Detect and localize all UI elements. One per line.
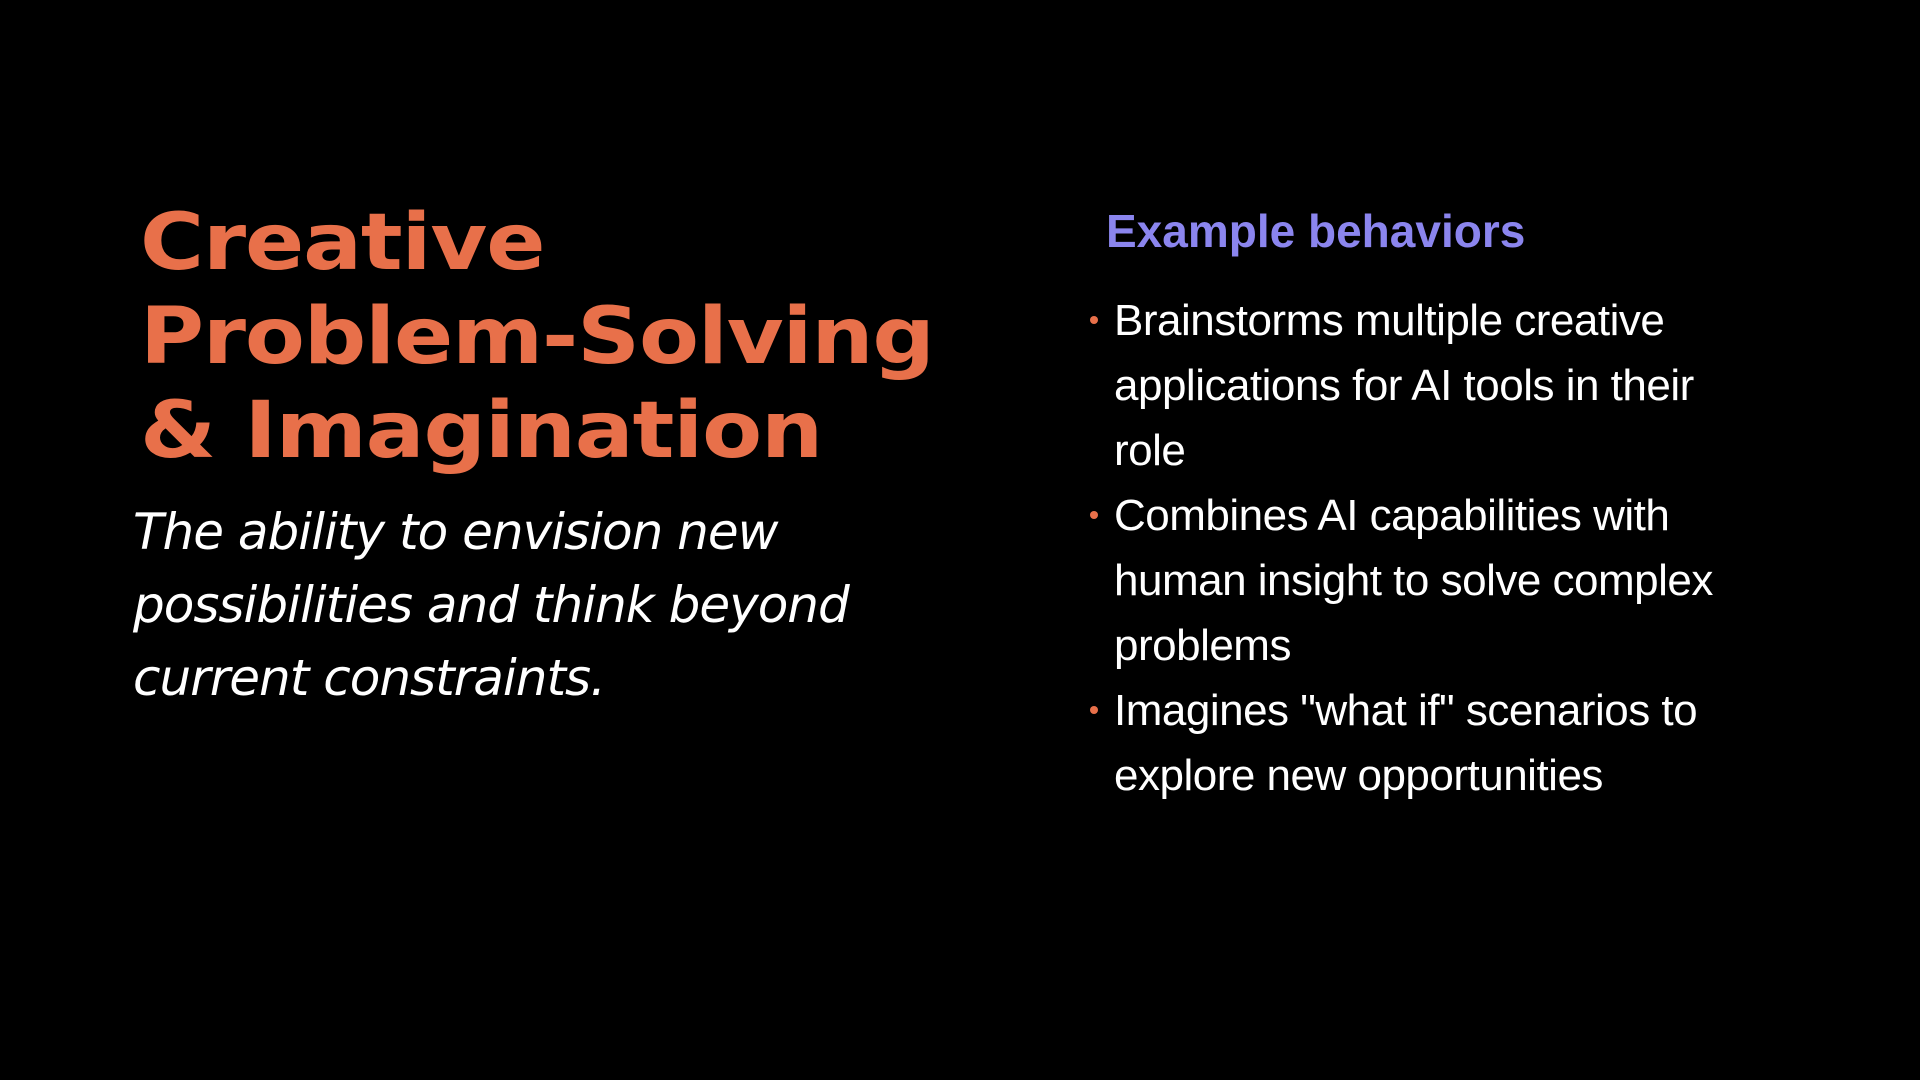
slide-title-line: & Imagination [140, 386, 823, 476]
behavior-item [1090, 483, 1830, 678]
behavior-item-line: role [1114, 426, 1186, 475]
slide-title-line: Problem-Solving [140, 292, 934, 382]
behavior-item-line: Brainstorms multiple creative [1114, 296, 1665, 345]
behaviors-list [1090, 288, 1830, 808]
bullet-dot-icon [1090, 316, 1098, 324]
slide-subtitle-line: current constraints. [133, 649, 605, 707]
slide-subtitle-line: possibilities and think beyond [133, 576, 849, 634]
behavior-item [1090, 678, 1830, 808]
behavior-item-line: applications for AI tools in their [1114, 361, 1694, 410]
behavior-item [1090, 288, 1830, 483]
behavior-item-line: human insight to solve complex [1114, 556, 1713, 605]
behaviors-panel [1090, 200, 1830, 808]
slide-subtitle-line: The ability to envision new [133, 503, 778, 561]
bullet-dot-icon [1090, 706, 1098, 714]
behavior-item-line: Combines AI capabilities with [1114, 491, 1670, 540]
slide-title-line: Creative [140, 198, 545, 288]
behavior-item-line: problems [1114, 621, 1291, 670]
slide-title [140, 196, 1103, 478]
behavior-item-line: Imagines "what if" scenarios to [1114, 686, 1698, 735]
title-block [140, 196, 1000, 478]
behavior-item-line: explore new opportunities [1114, 751, 1603, 800]
behaviors-heading: Example behaviors [1106, 205, 1526, 257]
bullet-dot-icon [1090, 511, 1098, 519]
slide-subtitle [133, 496, 893, 715]
